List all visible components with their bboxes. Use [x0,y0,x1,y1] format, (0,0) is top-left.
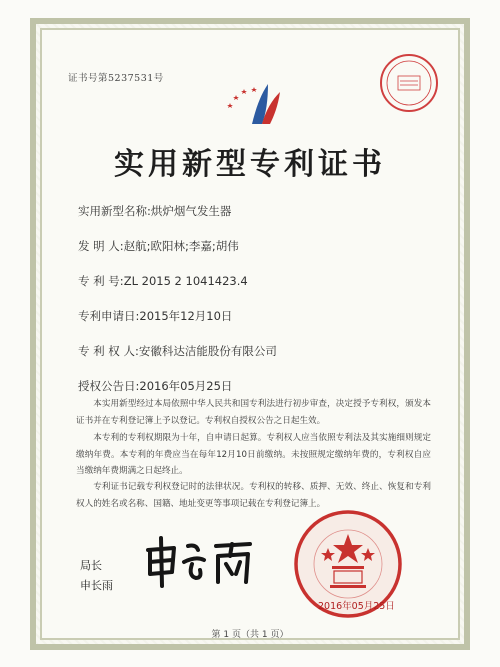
filing-date-field [78,308,232,324]
model-name-field [78,203,231,219]
page-title: 实用新型专利证书 [114,147,386,182]
filing-date-value: 2015年12月10日 [139,309,233,323]
agency-seal-icon [378,52,440,114]
grant-date-field [78,378,232,394]
body-paragraph-2: 本专利的专利权期限为十年，自申请日起算。专利权人应当依照专利法及其实施细则规定缴纳年费。本专利的年费应当在每年12月10日前缴纳。未按照规定缴纳年费的，专利权自应当缴纳年费期满之日起终止。 [76,433,431,476]
patent-number-value: ZL 2015 2 1041423.4 [123,274,248,288]
director-name: 申长雨 [80,579,113,592]
model-name-label: 实用新型名称: [78,204,151,218]
inventor-field [78,238,239,254]
grant-date-label: 授权公告日: [78,379,140,393]
model-name-value: 烘炉烟气发生器 [150,204,232,218]
patent-number-field [78,273,248,289]
patentee-value: 安徽科达洁能股份有限公司 [138,344,277,358]
page-number: 第 1 页（共 1 页） [211,630,289,640]
seal-date: 2016年05月25日 [318,601,395,612]
inventor-label: 发 明 人: [78,239,124,253]
director-title: 局长 [80,559,102,572]
director-signature [140,534,260,590]
patentee-field [78,343,277,359]
patent-number-label: 专 利 号: [78,274,124,288]
inventor-value: 赵航;欧阳林;李嘉;胡伟 [123,239,239,253]
grant-date-value: 2016年05月25日 [139,379,233,393]
body-paragraph-1: 本实用新型经过本局依照中华人民共和国专利法进行初步审查，决定授予专利权，颁发本证书并在专利登记簿上予以登记。专利权自授权公告之日起生效。 [76,399,431,426]
body-paragraph-3: 专利证书记载专利权登记时的法律状况。专利权的转移、质押、无效、终止、恢复和专利权人的姓名或名称、国籍、地址变更等事项记载在专利登记簿上。 [76,482,431,509]
filing-date-label: 专利申请日: [78,309,140,323]
patentee-label: 专 利 权 人: [78,344,139,358]
certificate-number: 证书号第5237531号 [68,73,164,84]
patent-office-logo-icon [222,78,284,130]
